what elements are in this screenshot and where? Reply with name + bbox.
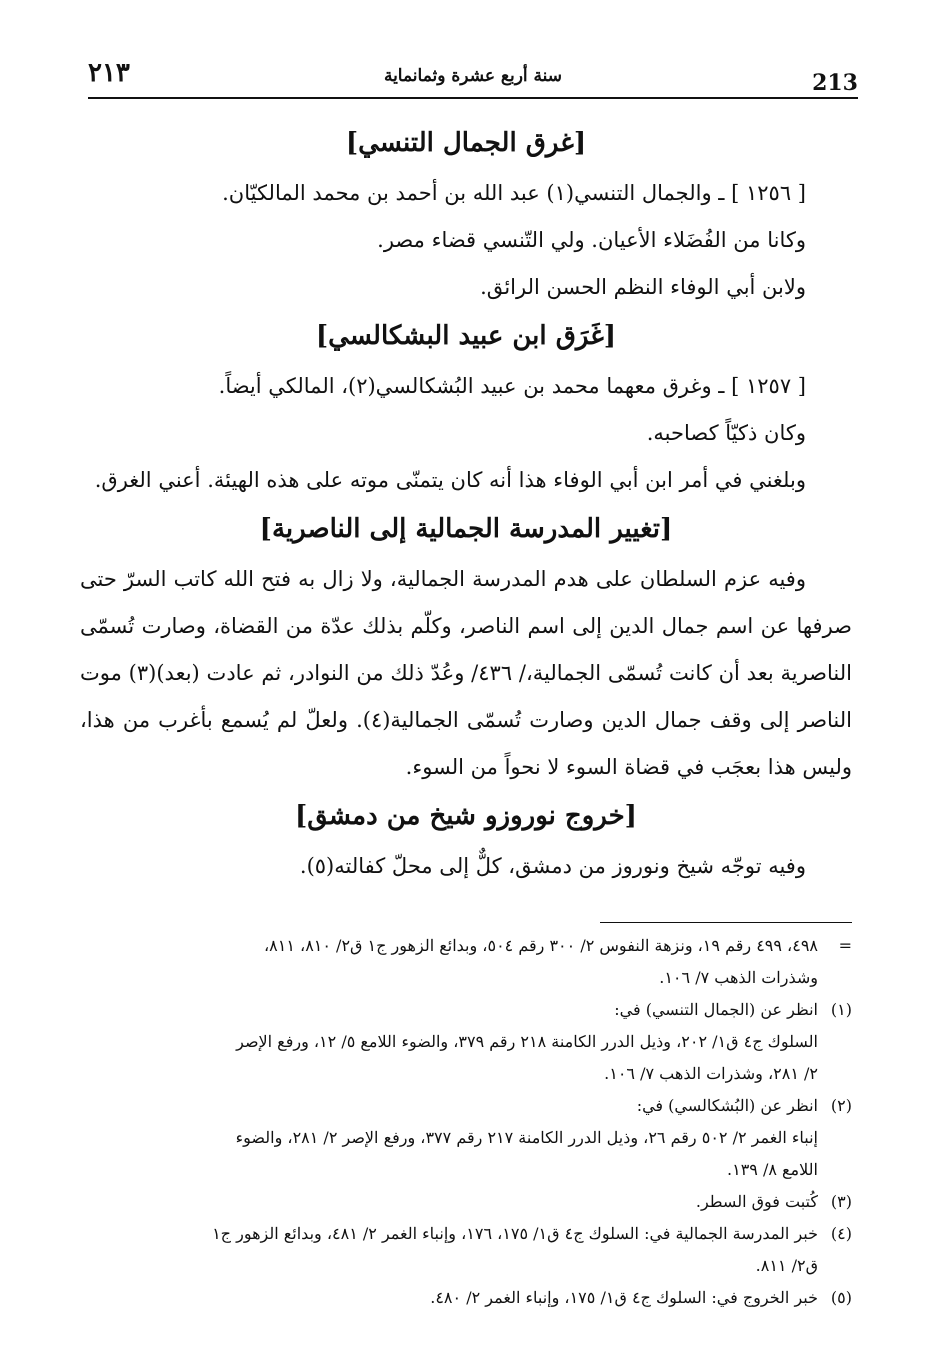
footnote-line: ٤٩٨، ٤٩٩ رقم ١٩، ونزهة النفوس ٢/ ٣٠٠ رقم ٥٠٤، وبدائع الزهور ج١ ق٢/ ٨١٠، ٨١١، [263, 936, 818, 955]
footnote-marker: (١) [830, 1000, 852, 1019]
footnote [80, 1186, 852, 1218]
main-text [80, 118, 852, 890]
page-number-latin: 213 [812, 70, 858, 96]
footnote-line: إنباء الغمر ٢/ ٥٠٢ رقم ٢٦، وذيل الدرر الكامنة ٢١٧ رقم ٣٧٧، ورفع الإصر ٢/ ٢٨١، والضوء [235, 1128, 818, 1147]
footnote-line: انظر عن (الجمال التنسي) في: [614, 1000, 818, 1019]
footnote-line: اللامع ٨/ ١٣٩. [727, 1160, 818, 1179]
footnote-line: خبر الخروج في: السلوك ج٤ ق١/ ١٧٥، وإنباء الغمر ٢/ ٤٨٠. [430, 1288, 818, 1307]
footnote-line: كُتبت فوق السطر. [695, 1192, 818, 1211]
footnotes [80, 930, 852, 1314]
paragraph: [ ١٢٥٧ ] ـ وغرق معهما محمد بن عبيد البُشكالسي(٢)، المالكي أيضاً. [218, 374, 806, 398]
page-header [88, 58, 858, 98]
footnote [80, 930, 852, 994]
footnote [80, 994, 852, 1090]
footnote [80, 1218, 852, 1282]
page-number-arabic: ٢١٣ [88, 58, 130, 88]
section-heading: [خروج نوروزو شيخ من دمشق] [295, 801, 637, 831]
paragraph: ولابن أبي الوفاء النظم الحسن الرائق. [480, 275, 806, 299]
footnote-line: وشذرات الذهب ٧/ ١٠٦. [659, 968, 818, 987]
footnote-marker: (٢) [830, 1096, 852, 1115]
footnote-line: خبر المدرسة الجمالية في: السلوك ج٤ ق١/ ١٧٥، ١٧٦، وإنباء الغمر ٢/ ٤٨١، وبدائع الزهور ج١ [212, 1224, 818, 1243]
paragraph: وكان ذكيّاً كصاحبه. [646, 421, 806, 445]
paragraph: وبلغني في أمر ابن أبي الوفاء هذا أنه كان يتمنّى موته على هذه الهيئة. أعني الغرق. [94, 468, 806, 492]
paragraph: وكانا من الفُضَلاء الأعيان. ولي التّنسي قضاء مصر. [377, 228, 806, 252]
footnote-line: ٢/ ٢٨١، وشذرات الذهب ٧/ ١٠٦. [604, 1064, 818, 1083]
footnote-rule [600, 922, 852, 923]
footnote [80, 1282, 852, 1314]
running-title: سنة أربع عشرة وثمانماية [383, 66, 563, 86]
footnote [80, 1090, 852, 1186]
footnote-line: السلوك ج٤ ق١/ ٢٠٢، وذيل الدرر الكامنة ٢١٨ رقم ٣٧٩، والضوء اللامع ٥/ ١٢، ورفع الإصر [236, 1032, 818, 1051]
paragraph: وفيه توجّه شيخ ونوروز من دمشق، كلٌّ إلى محلّ كفالته(٥). [299, 854, 806, 878]
footnote-marker: (٤) [830, 1224, 852, 1243]
footnote-marker: (٥) [830, 1288, 852, 1307]
footnote-marker: (٣) [830, 1192, 852, 1211]
footnote-line: ق٢/ ٨١١. [755, 1256, 818, 1275]
section-heading: [غرق الجمال التنسي] [345, 128, 587, 158]
footnote-marker: = [838, 936, 852, 955]
section-heading: [تغيير المدرسة الجمالية إلى الناصرية] [259, 514, 673, 544]
paragraph: وفيه عزم السلطان على هدم المدرسة الجمالية، ولا زال به فتح الله كاتب السرّ حتى صرفها عن اسم جمال الدين إلى اسم الناصر، وكلّم بذلك عدّة من القضاة، وصارت تُسمّى الناصرية بعد أن كانت تُسمّى الجمالية،/ ٤٣٦/ وعُدّ ذلك من النوادر، ثم عادت (بعد)(٣) موت الناصر إلى وقف جمال الدين وصارت تُسمّى الجمالية(٤). ولعلّ لم يُسمع بأغرب من هذا، وليس هذا بعجَب في قضاة السوء لا نحواً من السوء. [80, 567, 852, 779]
footnote-line: انظر عن (البُشكالسي) في: [636, 1096, 818, 1115]
header-rule [88, 97, 858, 99]
paragraph: [ ١٢٥٦ ] ـ والجمال التنسي(١) عبد الله بن أحمد بن محمد المالكيّان. [222, 181, 806, 205]
section-heading: [غَرَق ابن عبيد البشكالسي] [315, 321, 617, 351]
